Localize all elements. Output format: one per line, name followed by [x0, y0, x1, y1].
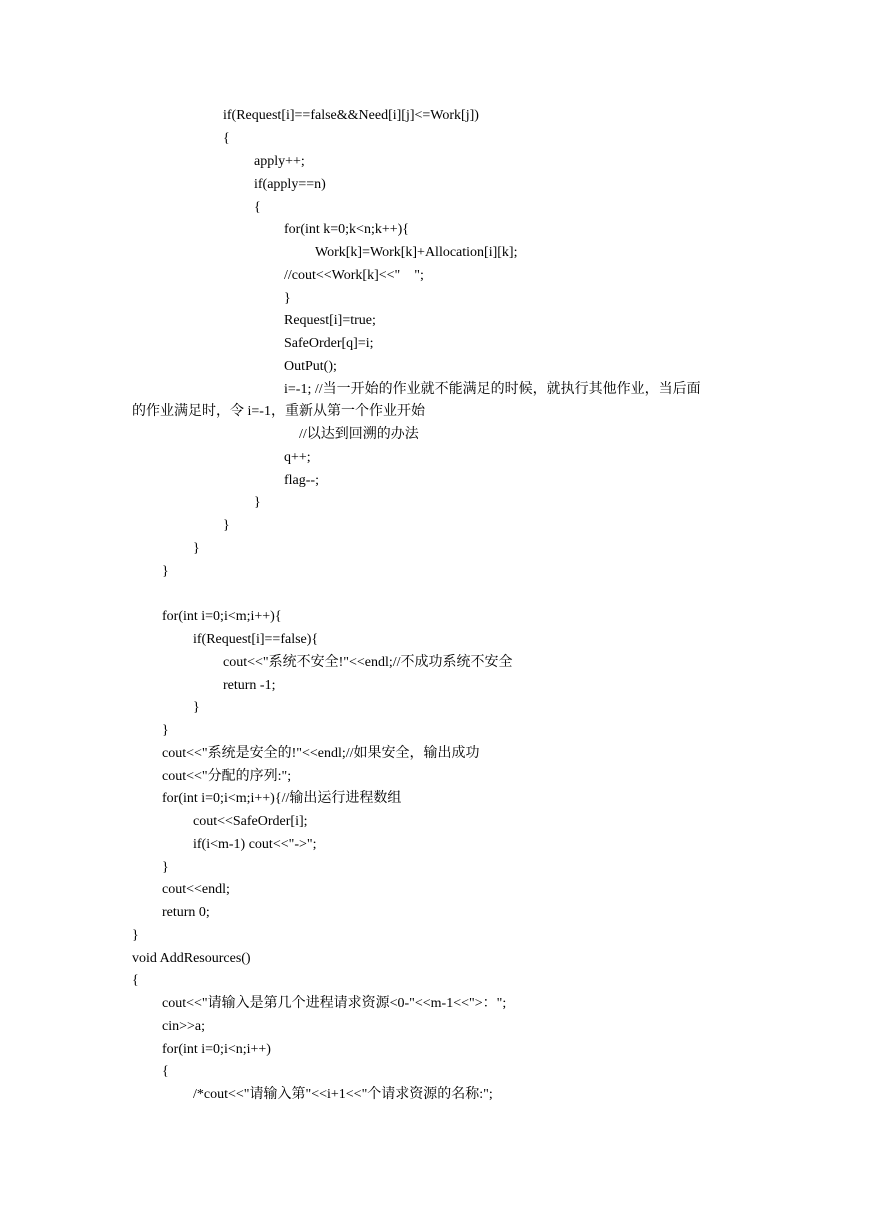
code-line: {: [223, 131, 230, 146]
code-line: cin>>a;: [162, 1019, 205, 1034]
function-signature: void AddResources(): [132, 951, 251, 966]
code-line: }: [193, 700, 200, 715]
code-line: Request[i]=true;: [284, 313, 376, 328]
code-line: cout<<"请输入是第几个进程请求资源<0-"<<m-1<<">：";: [162, 996, 507, 1011]
code-line: }: [193, 541, 200, 556]
code-line: return 0;: [162, 905, 210, 920]
code-line: {: [132, 973, 139, 988]
code-line: }: [132, 928, 139, 943]
code-line: }: [284, 291, 291, 306]
code-line: if(Request[i]==false){: [193, 632, 319, 647]
code-line: cout<<"分配的序列:";: [162, 769, 292, 784]
code-line-continuation: 的作业满足时，令 i=-1，重新从第一个作业开始: [132, 404, 425, 419]
code-comment: //cout<<Work[k]<<" ";: [284, 268, 424, 283]
code-line: for(int i=0;i<n;i++): [162, 1042, 271, 1057]
code-line: flag--;: [284, 473, 319, 488]
code-line: i=-1; //当一开始的作业就不能满足的时候，就执行其他作业，当后面: [284, 382, 701, 397]
code-line: }: [254, 495, 261, 510]
code-line: SafeOrder[q]=i;: [284, 336, 374, 351]
code-line: }: [162, 723, 169, 738]
code-line: cout<<SafeOrder[i];: [193, 814, 308, 829]
code-line: apply++;: [254, 154, 305, 169]
code-line: OutPut();: [284, 359, 337, 374]
code-line: cout<<"系统不安全!"<<endl;//不成功系统不安全: [223, 655, 513, 670]
code-line: }: [162, 860, 169, 875]
code-line: {: [254, 200, 261, 215]
code-line: if(apply==n): [254, 177, 326, 192]
code-line: cout<<"系统是安全的!"<<endl;//如果安全，输出成功: [162, 746, 480, 761]
code-line: cout<<endl;: [162, 882, 230, 897]
code-line: if(i<m-1) cout<<"->";: [193, 837, 317, 852]
code-line: for(int k=0;k<n;k++){: [284, 222, 410, 237]
code-line: for(int i=0;i<m;i++){//输出运行进程数组: [162, 791, 402, 806]
code-line: if(Request[i]==false&&Need[i][j]<=Work[j]): [223, 108, 479, 123]
code-comment: /*cout<<"请输入第"<<i+1<<"个请求资源的名称:";: [193, 1087, 493, 1102]
code-line: q++;: [284, 450, 311, 465]
code-line: }: [223, 518, 230, 533]
code-line: return -1;: [223, 678, 276, 693]
code-line: for(int i=0;i<m;i++){: [162, 609, 282, 624]
code-line: }: [162, 564, 169, 579]
code-comment: //以达到回溯的办法: [299, 427, 419, 442]
code-line: {: [162, 1064, 169, 1079]
code-line: Work[k]=Work[k]+Allocation[i][k];: [315, 245, 518, 260]
